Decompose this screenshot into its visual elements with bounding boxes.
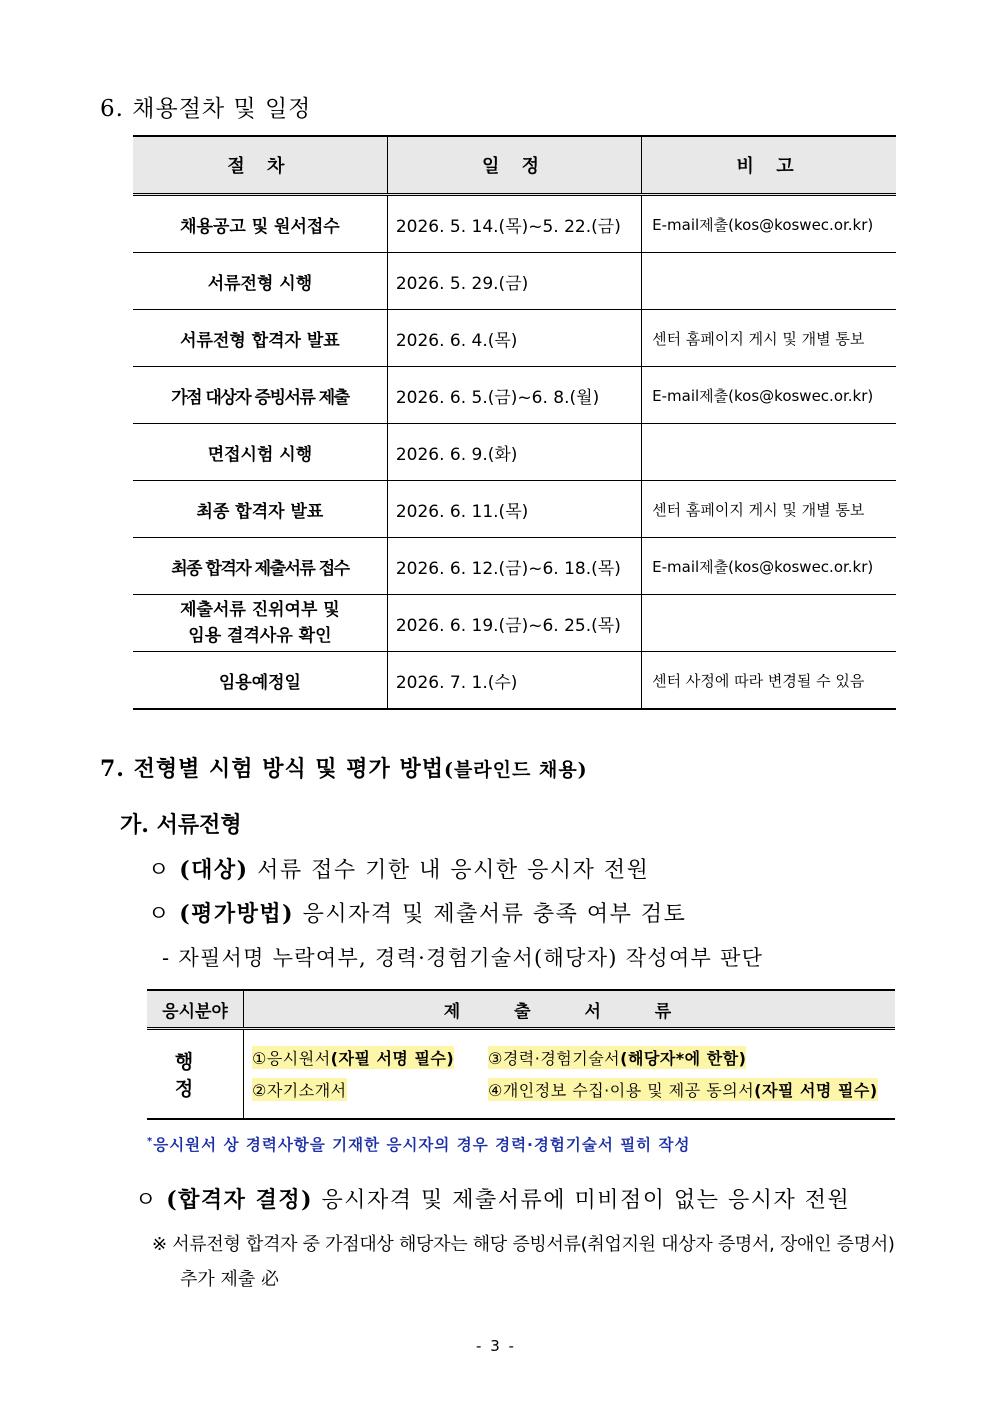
documents-table [147, 989, 895, 1120]
date-cell: 2026. 7. 1.(수) [387, 652, 641, 710]
document-requirement: (해당자*에 한함) [620, 1049, 747, 1068]
date-cell: 2026. 5. 14.(목)~5. 22.(금) [387, 195, 641, 253]
table-row [133, 253, 896, 310]
bullet-text: 응시자격 및 제출서류 충족 여부 검토 [294, 902, 687, 927]
bullet-symbol: ㅇ [148, 902, 171, 927]
date-cell: 2026. 6. 9.(화) [387, 424, 641, 481]
step-cell: 서류전형 합격자 발표 [133, 310, 387, 367]
note-cell: E-mail제출(kos@koswec.or.kr) [642, 538, 896, 595]
date-cell: 2026. 6. 5.(금)~6. 8.(월) [387, 367, 641, 424]
date-cell: 2026. 6. 4.(목) [387, 310, 641, 367]
table-row [133, 195, 896, 253]
document-name: ②자기소개서 [252, 1081, 347, 1100]
bullet-text: 서류 접수 기한 내 응시한 응시자 전원 [248, 858, 650, 883]
documents-header-row [147, 990, 895, 1029]
table-row [133, 424, 896, 481]
note-cell [642, 595, 896, 652]
header-date: 일 정 [387, 136, 641, 195]
header-documents: 제 출 서 류 [244, 990, 896, 1029]
table-row [133, 595, 896, 652]
document-requirement: (자필 서명 필수) [330, 1049, 455, 1068]
documents-cell [244, 1029, 896, 1120]
section-6-title: 6. 채용절차 및 일정 [100, 96, 312, 122]
table-row [133, 538, 896, 595]
table-row [133, 367, 896, 424]
date-cell: 2026. 6. 12.(금)~6. 18.(목) [387, 538, 641, 595]
dash-item: - 자필서명 누락여부, 경력·경험기술서(해당자) 작성여부 판단 [162, 946, 764, 970]
document-requirement: (자필 서명 필수) [754, 1081, 878, 1100]
section-7-title [100, 752, 588, 783]
schedule-table [133, 135, 896, 710]
date-cell: 2026. 5. 29.(금) [387, 253, 641, 310]
step-cell [133, 595, 387, 652]
bullet-symbol: ㅇ [148, 858, 171, 883]
note-cell [642, 253, 896, 310]
date-cell: 2026. 6. 11.(목) [387, 481, 641, 538]
document-name: ①응시원서 [252, 1049, 331, 1068]
field-cell: 행 정 [147, 1029, 244, 1120]
bullet-symbol: ㅇ [135, 1188, 158, 1213]
bullet-label: (합격자 결정) [166, 1187, 314, 1213]
step-cell: 최종 합격자 제출서류 접수 [133, 538, 387, 595]
footnote-text: 응시원서 상 경력사항을 기재한 응시자의 경우 경력·경험기술서 필히 작성 [153, 1136, 691, 1154]
note-cell: 센터 홈페이지 게시 및 개별 통보 [642, 481, 896, 538]
bullet-label: (평가방법) [179, 901, 295, 927]
bullet-decision [135, 1183, 850, 1214]
bullet-target [148, 853, 649, 884]
bullet-label: (대상) [179, 857, 249, 883]
footnote [147, 1133, 691, 1155]
bullet-evaluation [148, 897, 686, 928]
section-7-title-main: 7. 전형별 시험 방식 및 평가 방법 [100, 756, 444, 782]
bullet-text: 응시자격 및 제출서류에 미비점이 없는 응시자 전원 [313, 1188, 851, 1213]
note-cell: 센터 사정에 따라 변경될 수 있음 [642, 652, 896, 710]
header-step: 절 차 [133, 136, 387, 195]
section-7-title-paren: (블라인드 채용) [443, 759, 588, 781]
note-line-2: 추가 제출 必 [180, 1269, 279, 1290]
step-line-1: 제출서류 진위여부 및 [180, 600, 340, 620]
schedule-header-row [133, 136, 896, 195]
step-cell: 서류전형 시행 [133, 253, 387, 310]
document-item [252, 1078, 347, 1101]
document-item [252, 1046, 454, 1069]
documents-list [244, 1030, 895, 1118]
table-row [133, 310, 896, 367]
document-name: ③경력·경험기술서 [488, 1049, 621, 1068]
step-cell: 채용공고 및 원서접수 [133, 195, 387, 253]
page-number: - 3 - [476, 1337, 516, 1355]
document-item [488, 1046, 746, 1069]
table-row [133, 652, 896, 710]
step-cell: 면접시험 시행 [133, 424, 387, 481]
step-cell: 최종 합격자 발표 [133, 481, 387, 538]
note-cell: E-mail제출(kos@koswec.or.kr) [642, 195, 896, 253]
step-line-2: 임용 결격사유 확인 [188, 626, 332, 646]
footnote-mark: * [147, 1135, 154, 1147]
document-item [488, 1078, 878, 1101]
document-name: ④개인정보 수집·이용 및 제공 동의서 [488, 1081, 755, 1100]
subsection-title: 가. 서류전형 [120, 812, 242, 838]
step-cell: 임용예정일 [133, 652, 387, 710]
note-cell: E-mail제출(kos@koswec.or.kr) [642, 367, 896, 424]
header-field: 응시분야 [147, 990, 244, 1029]
date-cell: 2026. 6. 19.(금)~6. 25.(목) [387, 595, 641, 652]
note-line-1: ※ 서류전형 합격자 중 가점대상 해당자는 해당 증빙서류(취업지원 대상자 증명서, 장애인 증명서) [152, 1234, 895, 1255]
table-row [147, 1029, 895, 1120]
step-cell: 가점 대상자 증빙서류 제출 [133, 367, 387, 424]
table-row [133, 481, 896, 538]
note-cell: 센터 홈페이지 게시 및 개별 통보 [642, 310, 896, 367]
header-note: 비 고 [642, 136, 896, 195]
note-cell [642, 424, 896, 481]
